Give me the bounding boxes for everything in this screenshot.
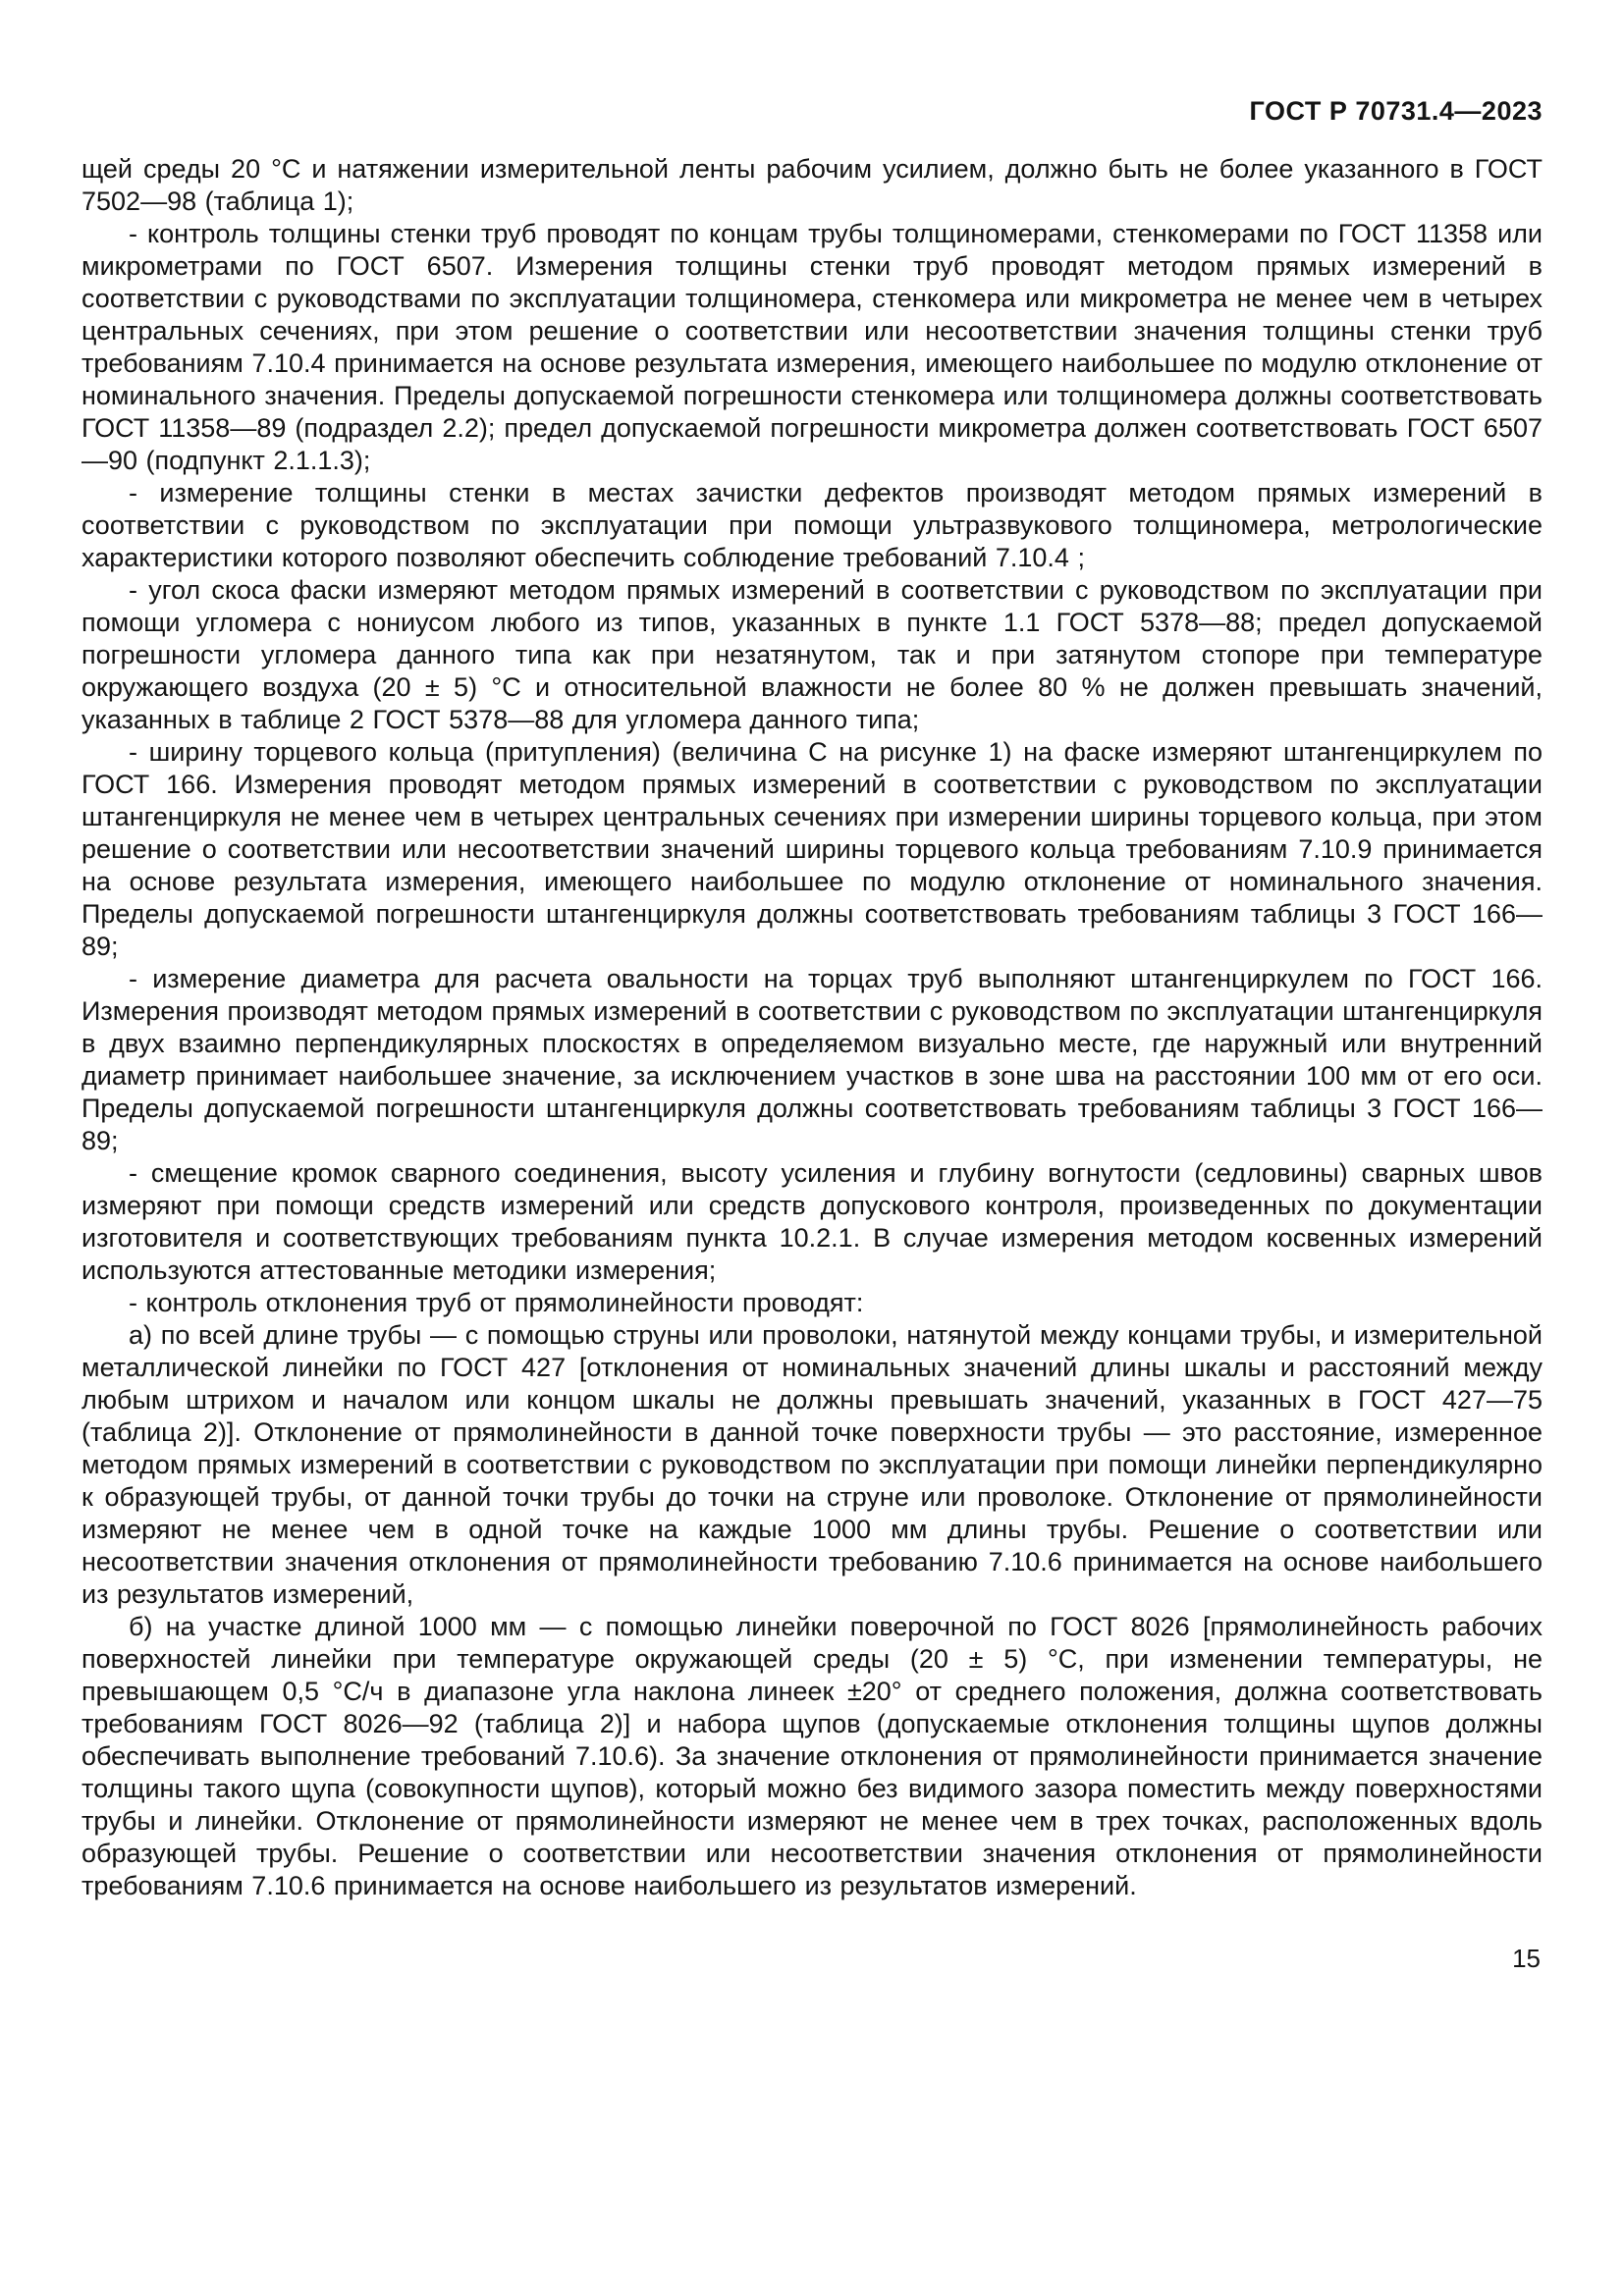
paragraph-straightness-control-intro: - контроль отклонения труб от прямолинейности проводят: — [129, 1288, 864, 1317]
page-header — [81, 96, 1543, 126]
paragraph-straightness-item-b: б) на участке длиной 1000 мм — с помощью линейки поверочной по ГОСТ 8026 [прямолинейность рабочих поверхностей линейки при температуре окружающей среды (20 ± 5) °С, при изменении температуры, не превышающем 0,5 °С/ч в диапазоне угла наклона линеек ±20° от среднего положения, должна соответствовать требованиям ГОСТ 8026—92 (таблица 2)] и набора щупов (допускаемые отклонения толщины щупов должны обеспечивать выполнение требований 7.10.6). За значение отклонения от прямолинейности принимается значение толщины такого щупа (совокупности щупов), который можно без видимого зазора поместить между поверхностями трубы и линейки. Отклонение от прямолинейности измеряют не менее чем в трех точках, расположенных вдоль образующей трубы. Решение о соответствии или несоответствии значения отклонения от прямолинейности требованиям 7.10.6 принимается на основе наибольшего из результатов измерений. — [81, 1612, 1543, 1900]
paragraph-straightness-item-a: а) по всей длине трубы — с помощью струны или проволоки, натянутой между концами трубы, и измерительной металлической линейки по ГОСТ 427 [отклонения от номинальных значений длины шкалы и расстояний между любым штрихом и началом или концом шкалы не должны превышать значений, указанных в ГОСТ 427—75 (таблица 2)]. Отклонение от прямолинейности в данной точке поверхности трубы — это расстояние, измеренное методом прямых измерений в соответствии с руководством по эксплуатации при помощи линейки перпендикулярно к образующей трубы, от данной точки трубы до точки на струне или проволоке. Отклонение от прямолинейности измеряют не менее чем в одной точке на каждые 1000 мм длины трубы. Решение о соответствии или несоответствии значения отклонения от прямолинейности требованию 7.10.6 принимается на основе наибольшего из результатов измерений, — [81, 1320, 1543, 1609]
paragraph-end-ring-width: - ширину торцевого кольца (притупления) (величина С на рисунке 1) на фаске измеряют штангенциркулем по ГОСТ 166. Измерения проводят методом прямых измерений в соответствии с руководством по эксплуатации штангенциркуля не менее чем в четырех центральных сечениях при измерении ширины торцевого кольца, при этом решение о соответствии или несоответствии значений ширины торцевого кольца требованиям 7.10.9 принимается на основе результата измерения, имеющего наибольшее по модулю отклонение от номинального значения. Пределы допускаемой погрешности штангенциркуля должны соответствовать требованиям таблицы 3 ГОСТ 166—89; — [81, 737, 1543, 961]
paragraph-wall-thickness-control: - контроль толщины стенки труб проводят по концам трубы толщиномерами, стенкомерами по ГОСТ 11358 или микрометрами по ГОСТ 6507. Измерения толщины стенки труб проводят методом прямых измерений в соответствии с руководствами по эксплуатации толщиномера, стенкомера или микрометра не менее чем в четырех центральных сечениях, при этом решение о соответствии или несоответствии значения толщины стенки труб требованиям 7.10.4 принимается на основе результата измерения, имеющего наибольшее по модулю отклонение от номинального значения. Пределы допускаемой погрешности стенкомера или толщиномера должны соответствовать ГОСТ 11358—89 (подраздел 2.2); предел допускаемой погрешности микрометра должен соответствовать ГОСТ 6507—90 (подпункт 2.1.1.3); — [81, 219, 1543, 475]
page-number: 15 — [1512, 1944, 1541, 1973]
document-body — [81, 153, 1543, 1902]
paragraph-wall-thickness-defects: - измерение толщины стенки в местах зачистки дефектов производят методом прямых измерений в соответствии с руководством по эксплуатации при помощи ультразвукового толщиномера, метрологические характеристики которого позволяют обеспечить соблюдение требований 7.10.4 ; — [81, 478, 1543, 572]
page-footer — [81, 1944, 1543, 1974]
document-number: ГОСТ Р 70731.4—2023 — [1249, 96, 1543, 126]
paragraph-chamfer-angle: - угол скоса фаски измеряют методом прямых измерений в соответствии с руководством по эксплуатации при помощи угломера с нониусом любого из типов, указанных в пункте 1.1 ГОСТ 5378—88; предел допускаемой погрешности угломера данного типа как при незатянутом, так и при затянутом стопоре при температуре окружающего воздуха (20 ± 5) °С и относительной влажности не более 80 % не должен превышать значений, указанных в таблице 2 ГОСТ 5378—88 для угломера данного типа; — [81, 575, 1543, 734]
paragraph-weld-edges-offset: - смещение кромок сварного соединения, высоту усиления и глубину вогнутости (седловины) сварных швов измеряют при помощи средств измерений или средств допускового контроля, произведенных по документации изготовителя и соответствующих требованиям пункта 10.2.1. В случае измерения методом косвенных измерений используются аттестованные методики измерения; — [81, 1158, 1543, 1285]
paragraph-diameter-ovality: - измерение диаметра для расчета овальности на торцах труб выполняют штангенциркулем по ГОСТ 166. Измерения производят методом прямых измерений в соответствии с руководством по эксплуатации штангенциркуля в двух взаимно перпендикулярных плоскостях в определяемом визуально месте, где наружный или внутренний диаметр принимает наибольшее значение, за исключением участков в зоне шва на расстоянии 100 мм от его оси. Пределы допускаемой погрешности штангенциркуля должны соответствовать требованиям таблицы 3 ГОСТ 166—89; — [81, 964, 1543, 1155]
paragraph-continuation: щей среды 20 °С и натяжении измерительной ленты рабочим усилием, должно быть не более указанного в ГОСТ 7502—98 (таблица 1); — [81, 154, 1543, 216]
